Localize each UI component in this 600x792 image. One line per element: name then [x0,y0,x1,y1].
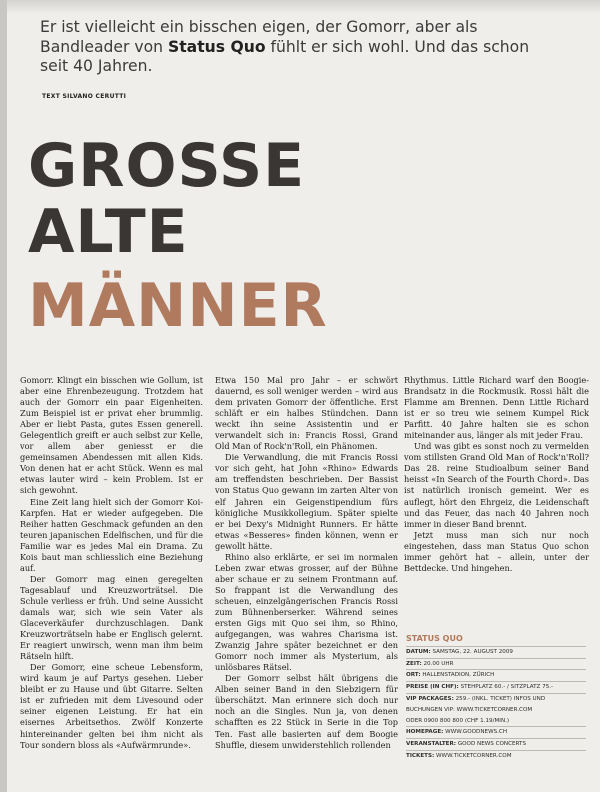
infobox-row [406,669,586,681]
infobox-label: ORT: [406,672,421,679]
infobox-label: ZEIT: [406,660,422,667]
infobox-value: GOOD NEWS CONCERTS [457,741,526,748]
infobox-label: TICKETS: [406,752,435,759]
infobox-value: 259.- (INKL. TICKET) INFOS UND [455,695,546,702]
column2-paragraph: Etwa 150 Mal pro Jahr – er schwört dauernd, es soll weniger werden – wird aus dem privaten Gomorr der öffentliche. Erst schläft er ein halbes Stündchen. Dann weckt ihn seine Assistentin und er verwandelt sich in: Francis Rossi, Grand Old Man of Rock'n'Roll, ein Phänomen. [215,375,398,452]
infobox-row [406,693,586,705]
headline-line-2: ALTE [28,197,189,267]
infobox-value: 20.00 UHR [423,660,454,667]
column1-paragraph: Eine Zeit lang hielt sich der Gomorr Koi-Karpfen. Hat er wieder aufgegeben. Die Reiher hatten Geschmack gefunden an den teuren japanischen Edelfischen, und für die Familie war es jedes Mal ein Drama. Zu Kois baut man schliesslich eine Beziehung auf. [20,496,203,573]
article-column-1 [20,375,203,751]
column1-paragraph: Der Gomorr mag einen geregelten Tagesablauf und Kreuzworträtsel. Die Schule verliess er früh. Und seine Aussicht damals war, sich wie sein Vater als Glaceverkäufer durchzuschlagen. Dank Kreuzworträtseln habe er Englisch gelernt. Er reagiert unwirsch, wenn man ihm beim Rätseln hilft. [20,573,203,662]
infobox-value: WWW.GOODNEWS.CH [445,729,508,736]
infobox-row [406,658,586,670]
infobox-row [406,681,586,693]
infobox-label: VERANSTALTER: [406,741,457,748]
infobox-row [406,750,586,762]
infobox-row [406,738,586,750]
column2-paragraph: Der Gomorr selbst hält übrigens die Alben seiner Band in den Siebzigern für überschätzt. Man erinnere sich doch nur noch an die Singles. Nun ja, von denen schafften es 22 Stück in Serie in die Top Ten. Fast alle basierten auf dem Boogie Shuffle, diesem unwiderstehlich rollenden [215,673,398,750]
infobox-label: DATUM: [406,648,431,655]
infobox-value: HALLENSTADION, ZÜRICH [422,672,495,679]
column2-paragraph: Rhino also erklärte, er sei im normalen Leben zwar etwas grosser, auf der Bühne aber schaue er zu seinem Frontmann auf. So frappant ist die Verwandlung des scheuen, einzelgängerischen Francis Rossi zum Bühnenberserker. Während seines ersten Gigs mit Quo sei ihm, so Rhino, aufgegangen, was wahres Charisma ist. Zwanzig Jahre später bezeichnet er den Gomorr noch immer als Mysterium, als unlösbares Rätsel. [215,551,398,673]
infobox-title: STATUS QUO [406,634,463,643]
lead-text-2: fühlt er sich wohl. Und das schon seit 40 Jahren. [40,37,530,75]
headline-line-3: MÄNNER [28,271,328,341]
lead-paragraph [40,18,560,77]
scan-shadow-left [0,0,7,792]
infobox-value: STEHPLATZ 60.- / SITZPLATZ 75.- [460,684,554,691]
column2-paragraph: Die Verwandlung, die mit Francis Rossi vor sich geht, hat John «Rhino» Edwards am treffendsten beschrieben. Der Bassist von Status Quo gewann im zarten Alter von elf Jahren ein Geigenstipendium fürs königliche Musikkollegium. Später spielte er bei Dexy's Midnight Runners. Er hätte etwas «Besseres» finden können, wenn er gewollt hätte. [215,452,398,551]
infobox-value: BUCHUNGEN VIP: WWW.TICKETCORNER.COM [406,706,533,713]
infobox-row [406,705,586,716]
infobox-label: PREISE (IN CHF): [406,684,459,691]
infobox-row [406,646,586,658]
event-infobox [406,634,586,762]
article-column-3 [404,375,589,574]
column1-paragraph: Der Gomorr, eine scheue Lebensform, wird kaum je auf Partys gesehen. Lieber bleibt er zu Hause und übt Gitarre. Selten ist er zufrieden mit dem Livesound oder seiner eigenen Leistung. Er hat ein eisernes Arbeitsethos. Zwölf Konzerte hintereinander gelten bei ihm nicht als Tour sondern bloss als «Aufwärmrunde». [20,662,203,750]
infobox-value: SAMSTAG, 22. AUGUST 2009 [432,648,513,655]
infobox-row [406,726,586,738]
infobox-label: VIP PACKAGES: [406,695,454,702]
infobox-value: WWW.TICKETCORNER.COM [436,752,512,759]
headline-line-1: GROSSE [28,131,306,201]
author-credit: TEXT SILVANO CERUTTI [42,93,127,100]
column3-paragraph: Jetzt muss man sich nur noch eingestehen, dass man Status Quo schon immer gehört hat – allein, unter der Bettdecke. Und hingehen. [404,529,589,573]
column1-paragraph: Gomorr. Klingt ein bisschen wie Gollum, ist aber eine Ehrenbezeugung. Trotzdem hat auch der Gomorr ein paar Eigenheiten. Zum Beispiel ist er privat eher brummlig. Aber er liebt Pasta, gutes Essen generell. Gelegentlich greift er auch selbst zur Kelle, vor allem aber geniesst er die gemeinsamen Abendessen mit allen Kids. Von denen hat er acht Stück. Wenn es mal etwas lauter wird – kein Problem. Ist er sich gewohnt. [20,375,203,496]
infobox-label: HOMEPAGE: [406,729,444,736]
scan-shadow-top [0,0,600,14]
lead-band-name: Status Quo [168,37,266,56]
column3-paragraph: Rhythmus. Little Richard warf den Boogie-Brandsatz in die Rockmusik. Rossi hält die Flamme am Brennen. Denn Little Richard ist er so treu wie seinem Kumpel Rick Parfitt. 40 Jahre halten sie es schon miteinander aus, länger als mit jeder Frau. [404,375,589,441]
article-column-2 [215,375,398,751]
column3-paragraph: Und was gibt es sonst noch zu vermelden vom stillsten Grand Old Man of Rock'n'Roll? Das 28. reine Studioalbum seiner Band heisst «In Search of the Fourth Chord». Das ist natürlich ironisch gemeint. Wer es auflegt, hört den Ehrgeiz, die Leidenschaft und das Feuer, das nach 40 Jahren noch immer in dieser Band brennt. [404,441,589,529]
infobox-row [406,716,586,727]
infobox-value: ODER 0900 800 800 (CHF 1.19/MIN.) [406,717,510,724]
lead-text-1: Er ist vielleicht ein bisschen eigen, der Gomorr, aber als Bandleader von [40,18,478,56]
